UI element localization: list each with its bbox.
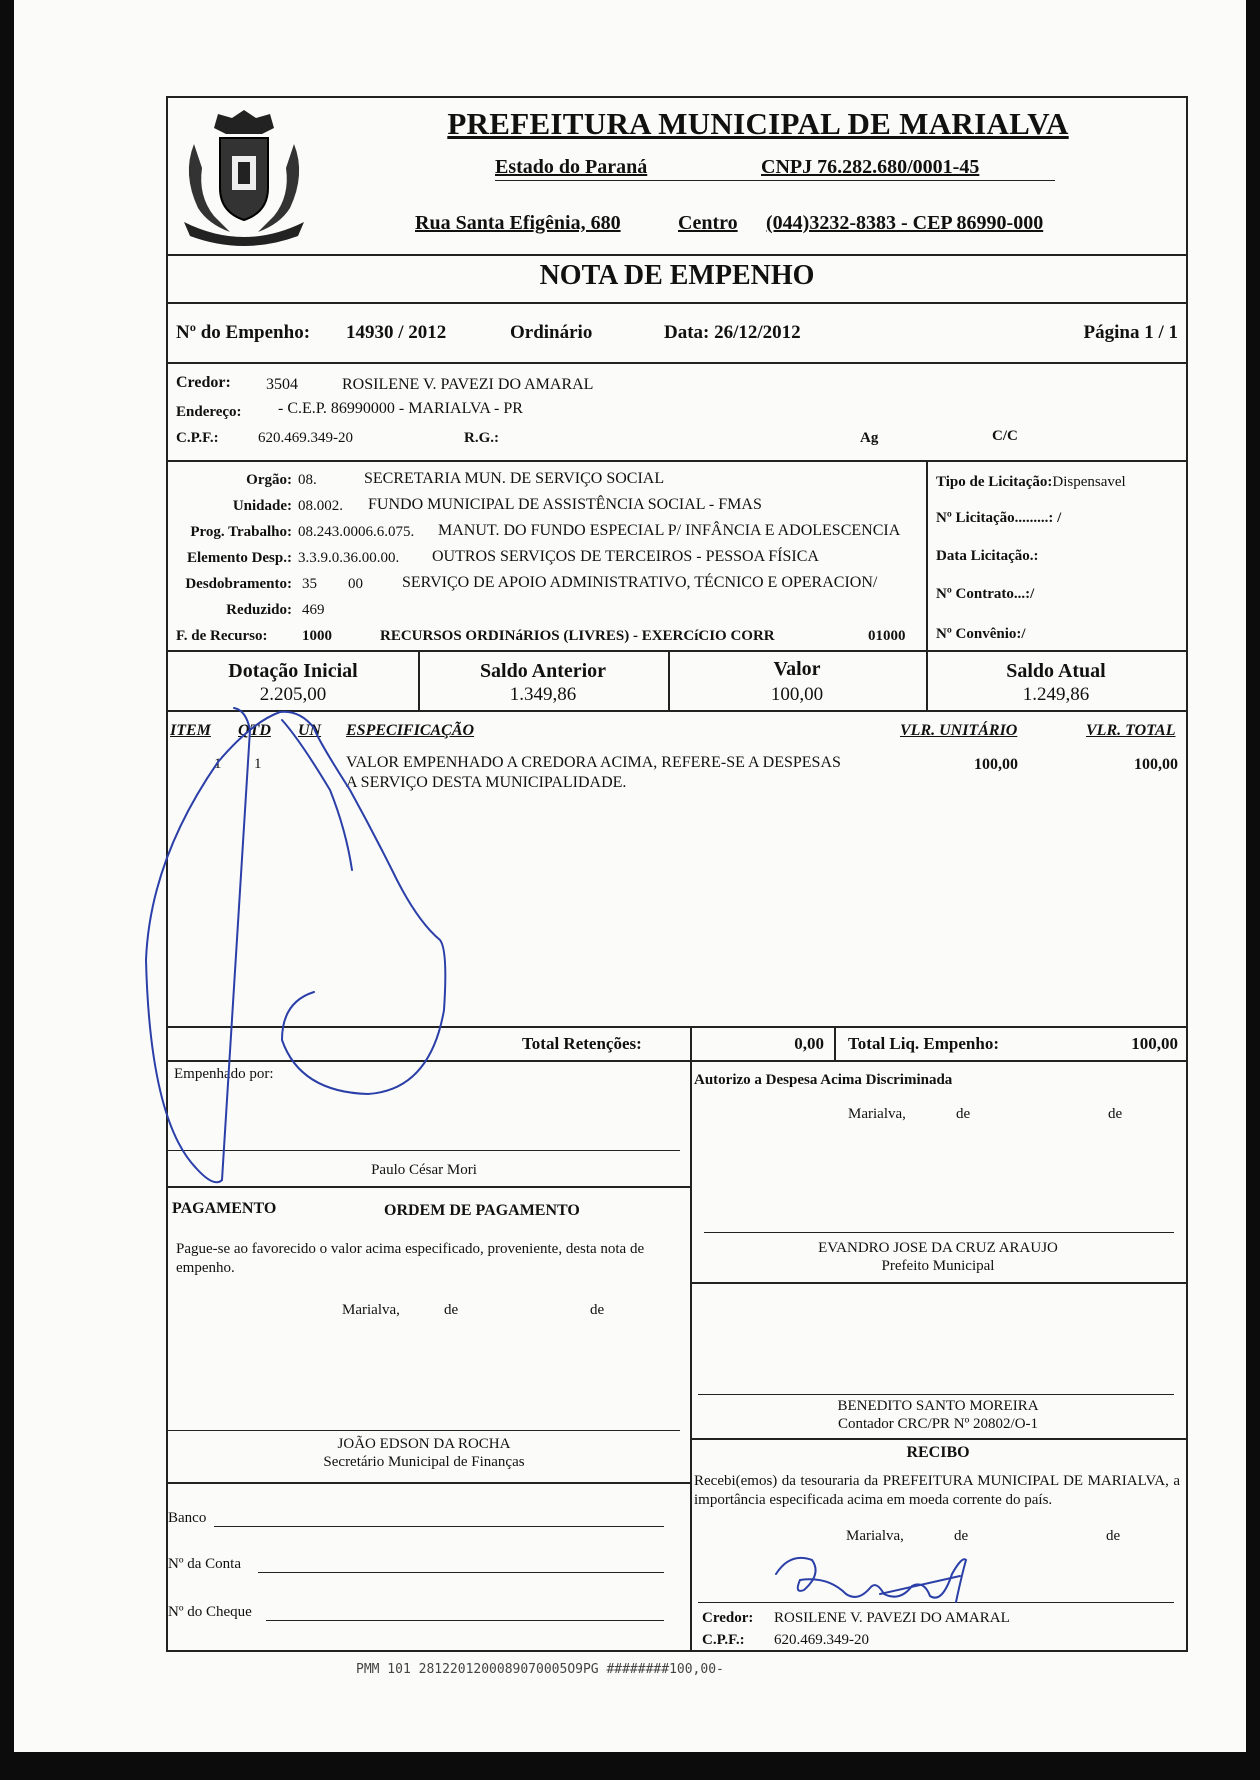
recibo-label: RECIBO [906, 1444, 970, 1461]
item-spec-line-2: A SERVIÇO DESTA MUNICIPALIDADE. [346, 774, 627, 791]
elemento-code: 3.3.9.0.36.00.00. [298, 550, 400, 566]
prog-value: MANUT. DO FUNDO ESPECIAL P/ INFÂNCIA E ADOLESCENCIA [438, 522, 901, 539]
divider [168, 1060, 1186, 1062]
reduzido-label: Reduzido: [226, 602, 292, 618]
municipality-title: PREFEITURA MUNICIPAL DE MARIALVA [447, 106, 1069, 141]
coat-of-arms-icon [174, 104, 314, 252]
divider [168, 362, 1186, 364]
signature-line [698, 1602, 1174, 1603]
retencoes-value: 0,00 [794, 1034, 824, 1053]
cc-label: C/C [992, 428, 1018, 444]
orgao-value: SECRETARIA MUN. DE SERVIÇO SOCIAL [364, 470, 665, 487]
autorizo-label: Autorizo a Despesa Acima Discriminada [694, 1072, 953, 1088]
divider [168, 254, 1186, 256]
signature-line [168, 1150, 680, 1151]
pagamento-date-de: de [444, 1302, 459, 1318]
cheque-label: Nº do Cheque [168, 1604, 252, 1620]
district: Centro [678, 212, 738, 234]
ag-label: Ag [860, 430, 879, 446]
retencoes-label: Total Retenções: [522, 1034, 642, 1053]
divider [168, 1026, 1186, 1028]
recibo-cpf-label: C.P.F.: [702, 1632, 745, 1648]
item-total-value: 100,00 [1134, 756, 1178, 773]
divider [168, 1482, 690, 1484]
rg-label: R.G.: [464, 430, 499, 446]
unidade-code: 08.002. [298, 498, 343, 514]
secretario-name: JOÃO EDSON DA ROCHA [337, 1436, 511, 1452]
divider [690, 1438, 1186, 1440]
orgao-code: 08. [298, 472, 317, 488]
tipo-licitacao: Tipo de Licitação:Dispensavel [936, 474, 1126, 490]
empenhado-name: Paulo César Mori [371, 1162, 477, 1178]
item-unit-value: 100,00 [974, 756, 1018, 773]
fonte-code: 1000 [302, 628, 332, 644]
signature-line [698, 1394, 1174, 1395]
liquido-value: 100,00 [1131, 1034, 1178, 1053]
unidade-value: FUNDO MUNICIPAL DE ASSISTÊNCIA SOCIAL - FMAS [368, 496, 762, 513]
total-value-column-header: VLR. TOTAL [1086, 722, 1176, 739]
pagamento-label: PAGAMENTO [172, 1200, 277, 1217]
divider [834, 1026, 836, 1060]
autorizo-city: Marialva, [848, 1106, 906, 1122]
recibo-text: Recebi(emos) da tesouraria da PREFEITURA MUNICIPAL DE MARIALVA, a importância especificada acima em moeda corrente do país. [694, 1473, 1180, 1508]
page-number: Página 1 / 1 [1083, 322, 1178, 343]
autorizo-date-de: de [1108, 1106, 1123, 1122]
item-number: 1 [214, 756, 222, 772]
un-column-header: UN [298, 722, 322, 739]
prefeito-name: EVANDRO JOSE DA CRUZ ARAUJO [818, 1240, 1058, 1256]
item-spec-line-1: VALOR EMPENHADO A CREDORA ACIMA, REFERE-SE A DESPESAS [346, 754, 841, 771]
credor-code: 3504 [266, 376, 298, 393]
cpf-label: C.P.F.: [176, 430, 219, 446]
state-name: Estado do Paraná [495, 156, 648, 178]
recibo-credor-name: ROSILENE V. PAVEZI DO AMARAL [774, 1610, 1010, 1626]
reduzido-value: 469 [302, 602, 325, 618]
doc-title: NOTA DE EMPENHO [539, 260, 815, 291]
pagamento-date-de: de [590, 1302, 605, 1318]
divider [926, 460, 928, 650]
qtd-column-header: QTD [238, 722, 271, 739]
saldo-anterior-label: Saldo Anterior [479, 660, 607, 682]
nota-de-empenho-form [166, 96, 1188, 1652]
divider [168, 710, 1186, 712]
orgao-label: Orgão: [246, 472, 292, 488]
signature-line [704, 1232, 1174, 1233]
numero-contrato: Nº Contrato...:/ [936, 586, 1035, 602]
elemento-value: OUTROS SERVIÇOS DE TERCEIROS - PESSOA FÍSICA [432, 548, 819, 565]
contador-role: Contador CRC/PR Nº 20802/O-1 [837, 1416, 1039, 1432]
address: Rua Santa Efigênia, 680 [415, 212, 621, 234]
fonte-value: RECURSOS ORDINáRIOS (LIVRES) - EXERCíCIO CORR [380, 628, 775, 644]
item-quantity: 1 [254, 756, 262, 772]
desdobramento-label: Desdobramento: [185, 576, 292, 592]
desdobramento-subcode: 00 [348, 576, 363, 592]
unit-value-column-header: VLR. UNITÁRIO [900, 722, 1018, 739]
fonte-label: F. de Recurso: [176, 628, 268, 644]
desdobramento-code: 35 [302, 576, 317, 592]
header-underline [495, 180, 1055, 181]
prog-label: Prog. Trabalho: [190, 524, 292, 540]
empenho-type: Ordinário [510, 322, 593, 343]
dotacao-label: Dotação Inicial [228, 660, 358, 682]
endereco-label: Endereço: [176, 404, 242, 420]
dotacao-value: 2.205,00 [259, 684, 327, 705]
data-licitacao: Data Licitação.: [936, 548, 1039, 564]
cpf-value: 620.469.349-20 [258, 430, 353, 446]
empenho-date: Data: 26/12/2012 [664, 322, 801, 343]
cnpj: CNPJ 76.282.680/0001-45 [761, 156, 980, 178]
divider [690, 1060, 692, 1650]
phone-cep: (044)3232-8383 - CEP 86990-000 [766, 212, 1044, 234]
empenhado-label: Empenhado por: [174, 1066, 274, 1082]
empenho-number: 14930 / 2012 [346, 322, 447, 343]
prefeito-role: Prefeito Municipal [881, 1258, 995, 1274]
credor-label: Credor: [176, 374, 231, 391]
numero-convenio: Nº Convênio:/ [936, 626, 1026, 642]
credor-name: ROSILENE V. PAVEZI DO AMARAL [342, 376, 594, 393]
divider [690, 1026, 692, 1060]
conta-field[interactable] [258, 1572, 664, 1573]
signature-line [168, 1430, 680, 1431]
secretario-role: Secretário Municipal de Finanças [323, 1454, 525, 1470]
cheque-field[interactable] [266, 1620, 664, 1621]
recibo-cpf-value: 620.469.349-20 [774, 1632, 869, 1648]
endereco-value: - C.E.P. 86990000 - MARIALVA - PR [278, 400, 523, 417]
banco-label: Banco [168, 1510, 207, 1526]
liquido-label: Total Liq. Empenho: [848, 1034, 999, 1053]
spec-column-header: ESPECIFICAÇÃO [346, 722, 475, 739]
conta-label: Nº da Conta [168, 1556, 241, 1572]
divider [168, 302, 1186, 304]
banco-field[interactable] [214, 1526, 664, 1527]
divider [168, 1186, 690, 1188]
divider [168, 460, 1186, 462]
pagamento-text: Pague-se ao favorecido o valor acima especificado, proveniente, desta nota de empenho. [176, 1241, 645, 1276]
desdobramento-value: SERVIÇO DE APOIO ADMINISTRATIVO, TÉCNICO E OPERACION/ [402, 574, 878, 591]
ordem-pagamento-label: ORDEM DE PAGAMENTO [384, 1202, 580, 1219]
autorizo-date-de: de [956, 1106, 971, 1122]
recibo-date-de: de [954, 1528, 969, 1544]
prog-code: 08.243.0006.6.075. [298, 524, 415, 540]
footer-code: PMM 101 2812201200089070005O9PG ########100,00- [356, 1662, 724, 1677]
divider [690, 1282, 1186, 1284]
item-column-header: ITEM [170, 722, 211, 739]
valor-value: 100,00 [770, 684, 824, 705]
saldo-anterior-value: 1.349,86 [509, 684, 577, 705]
empenho-number-label: Nº do Empenho: [176, 322, 311, 343]
recibo-credor-label: Credor: [702, 1610, 754, 1626]
fonte-code-2: 01000 [868, 628, 906, 644]
pagamento-city: Marialva, [342, 1302, 400, 1318]
valor-label: Valor [773, 658, 821, 680]
unidade-label: Unidade: [232, 498, 292, 514]
saldo-atual-label: Saldo Atual [1006, 660, 1106, 682]
saldo-atual-value: 1.249,86 [1022, 684, 1090, 705]
recibo-city: Marialva, [846, 1528, 904, 1544]
elemento-label: Elemento Desp.: [187, 550, 292, 566]
recibo-date-de: de [1106, 1528, 1121, 1544]
contador-name: BENEDITO SANTO MOREIRA [837, 1398, 1039, 1414]
divider [168, 650, 1186, 652]
numero-licitacao: Nº Licitação.........: / [936, 510, 1062, 526]
